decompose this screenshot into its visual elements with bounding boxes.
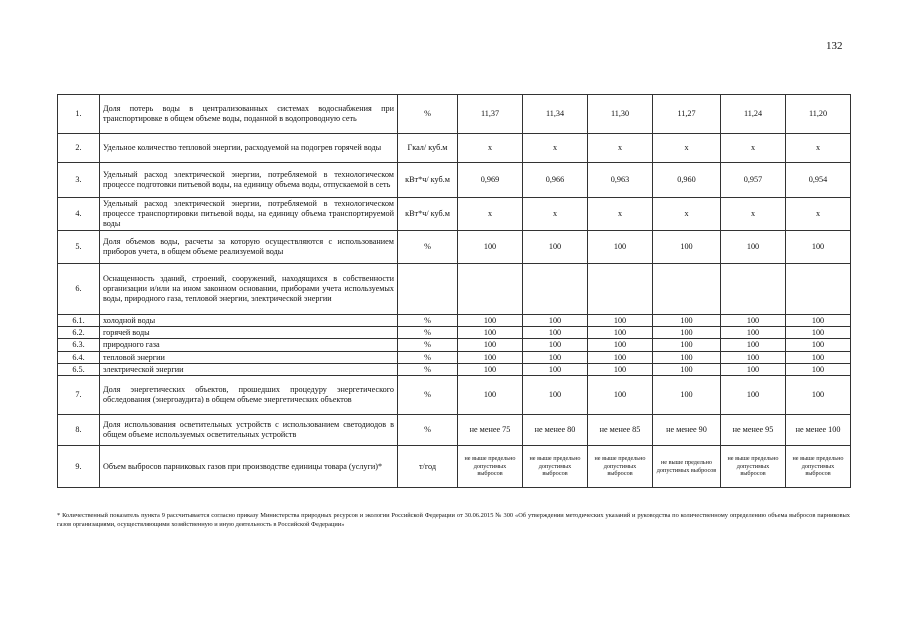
indicator-name-cell: Доля объемов воды, расчеты за которую осуществляются с использованием приборов учета, в общем объеме реализуемой воды — [100, 231, 398, 264]
value-cell: не менее 90 — [653, 415, 721, 446]
row-number-cell: 5. — [58, 231, 100, 264]
value-cell: 100 — [786, 364, 851, 376]
value-cell: не выше предельно допустимых выбросов — [523, 446, 588, 488]
value-cell: не менее 80 — [523, 415, 588, 446]
table-row — [58, 415, 851, 446]
value-cell: 100 — [786, 339, 851, 352]
row-number-cell: 6.4. — [58, 352, 100, 364]
value-cell: 100 — [458, 364, 523, 376]
indicator-name-cell: холодной воды — [100, 315, 398, 327]
value-cell: не менее 95 — [721, 415, 786, 446]
value-cell: не выше предельно допустимых выбросов — [721, 446, 786, 488]
value-cell: х — [458, 198, 523, 231]
value-cell: х — [653, 134, 721, 163]
unit-cell: кВт*ч/ куб.м — [398, 163, 458, 198]
footnote: * Количественный показатель пункта 9 рассчитывается согласно приказу Министерства природных ресурсов и экологии Российской Федерации от 30.06.2015 № 300 «Об утверждении методических указаний и руководства по количественному определению объема выбросов парниковых газов организациями, осуществляющими хозяйственную и иную деятельность в Российской Федерации» — [57, 512, 850, 528]
indicator-name-cell: тепловой энергии — [100, 352, 398, 364]
row-number-cell: 7. — [58, 376, 100, 415]
value-cell: 100 — [653, 315, 721, 327]
value-cell: 100 — [588, 352, 653, 364]
row-number-cell: 6.5. — [58, 364, 100, 376]
value-cell: 100 — [721, 352, 786, 364]
value-cell: 100 — [523, 327, 588, 339]
indicator-name-cell: Удельный расход электрической энергии, потребляемой в технологическом процессе подготовки питьевой воды, на единицу объема воды, отпускаемой в сеть — [100, 163, 398, 198]
unit-cell: % — [398, 95, 458, 134]
value-cell: 100 — [458, 231, 523, 264]
indicator-name-cell: Удельный расход электрической энергии, потребляемой в технологическом процессе транспортировки питьевой воды, на единицу объема транспортируемой воды — [100, 198, 398, 231]
unit-cell: % — [398, 364, 458, 376]
unit-cell: % — [398, 315, 458, 327]
row-number-cell: 9. — [58, 446, 100, 488]
value-cell: 100 — [588, 231, 653, 264]
indicators-table — [57, 94, 851, 488]
value-cell: 100 — [653, 327, 721, 339]
indicator-name-cell: электрической энергии — [100, 364, 398, 376]
table-row — [58, 134, 851, 163]
value-cell: 0,960 — [653, 163, 721, 198]
value-cell: 100 — [458, 315, 523, 327]
indicator-name-cell: природного газа — [100, 339, 398, 352]
value-cell: 100 — [653, 352, 721, 364]
value-cell: 100 — [786, 315, 851, 327]
value-cell: 100 — [786, 231, 851, 264]
value-cell — [523, 264, 588, 315]
row-number-cell: 6. — [58, 264, 100, 315]
value-cell: х — [588, 134, 653, 163]
indicator-name-cell: горячей воды — [100, 327, 398, 339]
row-number-cell: 1. — [58, 95, 100, 134]
table-row — [58, 163, 851, 198]
value-cell: х — [786, 198, 851, 231]
unit-cell: кВт*ч/ куб.м — [398, 198, 458, 231]
value-cell: 100 — [653, 364, 721, 376]
value-cell: 11,37 — [458, 95, 523, 134]
value-cell: 100 — [458, 376, 523, 415]
value-cell — [721, 264, 786, 315]
value-cell: 100 — [721, 376, 786, 415]
value-cell: х — [458, 134, 523, 163]
value-cell: х — [721, 198, 786, 231]
table-row — [58, 315, 851, 327]
value-cell: 11,24 — [721, 95, 786, 134]
value-cell: 100 — [523, 231, 588, 264]
value-cell: не менее 100 — [786, 415, 851, 446]
value-cell: не выше предельно допустимых выбросов — [786, 446, 851, 488]
value-cell: 100 — [588, 327, 653, 339]
value-cell: 0,966 — [523, 163, 588, 198]
value-cell: 11,34 — [523, 95, 588, 134]
value-cell: не менее 75 — [458, 415, 523, 446]
row-number-cell: 2. — [58, 134, 100, 163]
table-row — [58, 231, 851, 264]
value-cell: х — [523, 134, 588, 163]
value-cell: х — [721, 134, 786, 163]
table-row — [58, 446, 851, 488]
value-cell: 100 — [786, 352, 851, 364]
table-row — [58, 376, 851, 415]
value-cell — [786, 264, 851, 315]
table-body — [58, 95, 851, 488]
value-cell: не менее 85 — [588, 415, 653, 446]
value-cell: 11,30 — [588, 95, 653, 134]
row-number-cell: 8. — [58, 415, 100, 446]
value-cell: 100 — [458, 339, 523, 352]
value-cell: 100 — [721, 327, 786, 339]
indicator-name-cell: Объем выбросов парниковых газов при производстве единицы товара (услуги)* — [100, 446, 398, 488]
indicator-name-cell: Удельное количество тепловой энергии, расходуемой на подогрев горячей воды — [100, 134, 398, 163]
value-cell: 100 — [786, 376, 851, 415]
indicator-name-cell: Доля использования осветительных устройств с использованием светодиодов в общем объеме используемых осветительных устройств — [100, 415, 398, 446]
unit-cell — [398, 264, 458, 315]
table-row — [58, 364, 851, 376]
value-cell — [588, 264, 653, 315]
indicator-name-cell: Оснащенность зданий, строений, сооружений, находящихся в собственности организации и/или на ином законном основании, приборами учета используемых воды, природного газа, тепловой энергии, электрической энергии — [100, 264, 398, 315]
unit-cell: % — [398, 415, 458, 446]
table-row — [58, 264, 851, 315]
value-cell: 100 — [721, 364, 786, 376]
value-cell: 100 — [721, 315, 786, 327]
value-cell: 100 — [588, 376, 653, 415]
unit-cell: % — [398, 376, 458, 415]
unit-cell: % — [398, 339, 458, 352]
value-cell: х — [786, 134, 851, 163]
row-number-cell: 6.3. — [58, 339, 100, 352]
value-cell: 100 — [588, 364, 653, 376]
value-cell: 100 — [653, 231, 721, 264]
unit-cell: т/год — [398, 446, 458, 488]
value-cell: х — [653, 198, 721, 231]
value-cell: 100 — [523, 352, 588, 364]
unit-cell: % — [398, 327, 458, 339]
table-row — [58, 327, 851, 339]
row-number-cell: 6.1. — [58, 315, 100, 327]
indicator-name-cell: Доля энергетических объектов, прошедших процедуру энергетического обследования (энергоаудита) в общем объеме энергетических объектов — [100, 376, 398, 415]
value-cell: 0,969 — [458, 163, 523, 198]
value-cell: не выше предельно допустимых выбросов — [458, 446, 523, 488]
value-cell — [458, 264, 523, 315]
value-cell: 100 — [523, 364, 588, 376]
value-cell: не выше предельно допустимых выбросов — [588, 446, 653, 488]
value-cell: 100 — [721, 339, 786, 352]
row-number-cell: 6.2. — [58, 327, 100, 339]
value-cell: 0,957 — [721, 163, 786, 198]
value-cell: 0,963 — [588, 163, 653, 198]
unit-cell: % — [398, 352, 458, 364]
value-cell: х — [588, 198, 653, 231]
table-row — [58, 352, 851, 364]
table-row — [58, 339, 851, 352]
value-cell: 100 — [653, 376, 721, 415]
value-cell — [653, 264, 721, 315]
value-cell: 100 — [653, 339, 721, 352]
value-cell: 100 — [523, 339, 588, 352]
value-cell: 100 — [588, 315, 653, 327]
value-cell: не выше предельно допустимых выбросов — [653, 446, 721, 488]
value-cell: 11,27 — [653, 95, 721, 134]
value-cell: х — [523, 198, 588, 231]
value-cell: 0,954 — [786, 163, 851, 198]
value-cell: 100 — [721, 231, 786, 264]
value-cell: 100 — [523, 315, 588, 327]
unit-cell: Гкал/ куб.м — [398, 134, 458, 163]
value-cell: 100 — [523, 376, 588, 415]
value-cell: 11,20 — [786, 95, 851, 134]
value-cell: 100 — [588, 339, 653, 352]
value-cell: 100 — [786, 327, 851, 339]
value-cell: 100 — [458, 327, 523, 339]
row-number-cell: 4. — [58, 198, 100, 231]
table-row — [58, 198, 851, 231]
value-cell: 100 — [458, 352, 523, 364]
row-number-cell: 3. — [58, 163, 100, 198]
table-row — [58, 95, 851, 134]
unit-cell: % — [398, 231, 458, 264]
indicator-name-cell: Доля потерь воды в централизованных системах водоснабжения при транспортировке в общем объеме воды, поданной в водопроводную сеть — [100, 95, 398, 134]
page-number: 132 — [826, 40, 843, 52]
